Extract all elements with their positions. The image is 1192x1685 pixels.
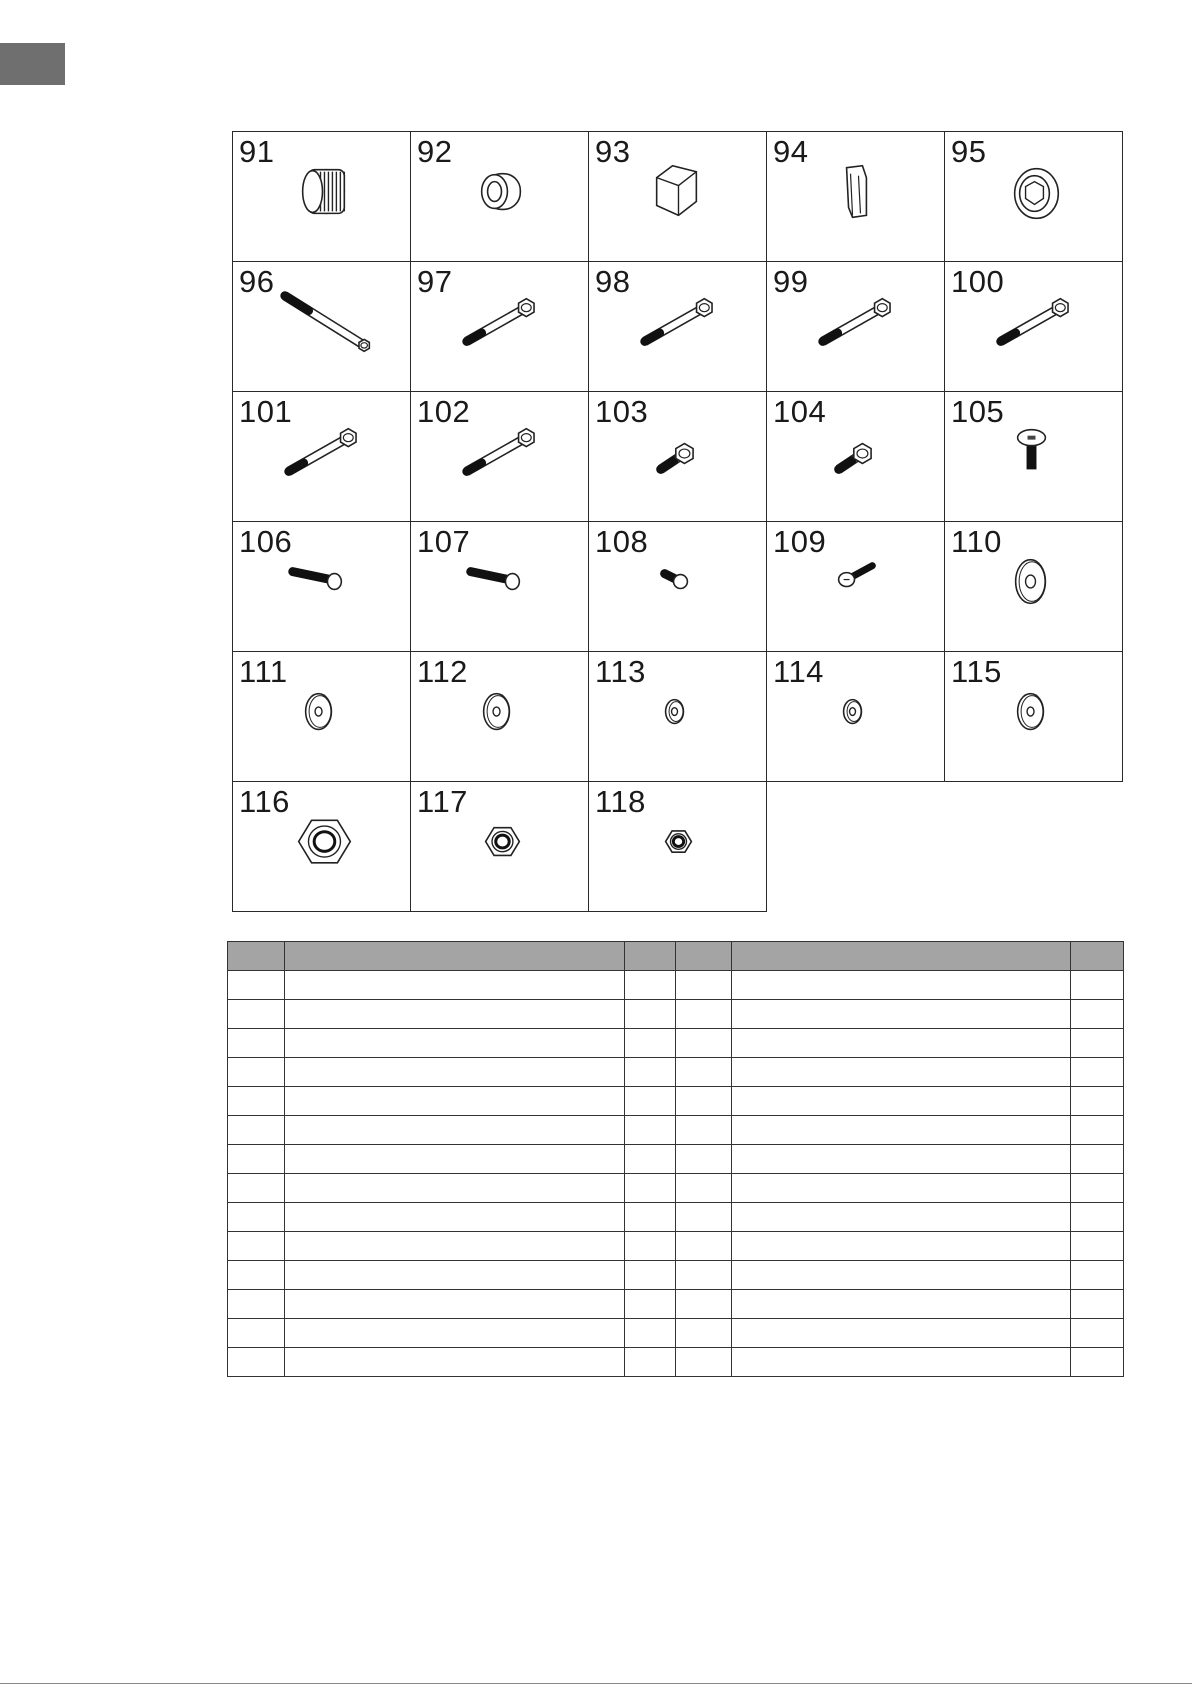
table-cell [1071, 1203, 1124, 1232]
part-number: 104 [773, 394, 827, 429]
table-cell [285, 1348, 625, 1377]
table-cell [1071, 1145, 1124, 1174]
table-cell [625, 1145, 676, 1174]
part-number: 108 [595, 524, 649, 559]
table-cell [228, 1029, 285, 1058]
table-cell [676, 1232, 732, 1261]
table-cell [285, 971, 625, 1000]
table-cell [228, 1319, 285, 1348]
part-cell [410, 131, 589, 262]
part-cell [232, 131, 411, 262]
part-cell [944, 131, 1123, 262]
part-cell [588, 261, 767, 392]
part-cell [588, 781, 767, 912]
part-cell [232, 261, 411, 392]
table-cell [1071, 1348, 1124, 1377]
part-cell [588, 521, 767, 652]
table-cell [285, 1290, 625, 1319]
parts-grid [232, 131, 1120, 914]
part-number: 118 [595, 784, 646, 819]
part-cell [944, 261, 1123, 392]
part-cell [766, 391, 945, 522]
table-cell [732, 971, 1071, 1000]
table-row [228, 1232, 1124, 1261]
part-number: 112 [417, 654, 468, 689]
header-cell [1071, 942, 1124, 971]
table-cell [1071, 1029, 1124, 1058]
table-cell [285, 1261, 625, 1290]
table-cell [285, 1029, 625, 1058]
table-cell [625, 1319, 676, 1348]
table-row [228, 1145, 1124, 1174]
table-cell [625, 1029, 676, 1058]
part-cell [410, 781, 589, 912]
table-cell [676, 1174, 732, 1203]
page-corner-tab [0, 43, 65, 85]
table-row [228, 1087, 1124, 1116]
header-cell [732, 942, 1071, 971]
table-cell [625, 1232, 676, 1261]
table-cell [625, 1174, 676, 1203]
part-number: 101 [239, 394, 293, 429]
table-row [228, 1348, 1124, 1377]
table-row [228, 1000, 1124, 1029]
part-cell [410, 391, 589, 522]
table-cell [1071, 1058, 1124, 1087]
part-number: 100 [951, 264, 1005, 299]
table-cell [676, 1261, 732, 1290]
part-number: 98 [595, 264, 631, 299]
table-cell [228, 1203, 285, 1232]
part-number: 109 [773, 524, 827, 559]
part-number: 113 [595, 654, 646, 689]
table-cell [1071, 1000, 1124, 1029]
part-cell [232, 391, 411, 522]
header-cell [285, 942, 625, 971]
table-cell [1071, 1232, 1124, 1261]
table-row [228, 1203, 1124, 1232]
table-cell [732, 1029, 1071, 1058]
parts-table [227, 941, 1124, 1377]
table-cell [732, 1348, 1071, 1377]
table-cell [1071, 1116, 1124, 1145]
part-number: 116 [239, 784, 290, 819]
table-cell [285, 1319, 625, 1348]
table-cell [732, 1290, 1071, 1319]
table-cell [228, 1348, 285, 1377]
part-cell [944, 521, 1123, 652]
table-cell [625, 1261, 676, 1290]
table-cell [625, 1348, 676, 1377]
table-cell [228, 1290, 285, 1319]
part-cell [232, 651, 411, 782]
part-number: 107 [417, 524, 471, 559]
part-cell [766, 131, 945, 262]
part-number: 99 [773, 264, 809, 299]
table-row [228, 1058, 1124, 1087]
part-cell [588, 131, 767, 262]
table-cell [676, 1348, 732, 1377]
table-cell [285, 1203, 625, 1232]
table-cell [676, 1087, 732, 1116]
table-row [228, 1029, 1124, 1058]
table-cell [1071, 1261, 1124, 1290]
part-number: 102 [417, 394, 471, 429]
part-number: 114 [773, 654, 824, 689]
part-number: 95 [951, 134, 987, 169]
table-row [228, 1261, 1124, 1290]
part-cell [410, 651, 589, 782]
table-cell [625, 1087, 676, 1116]
table-cell [228, 1116, 285, 1145]
table-cell [625, 1116, 676, 1145]
table-cell [676, 1058, 732, 1087]
part-number: 91 [239, 134, 275, 169]
part-number: 106 [239, 524, 293, 559]
table-cell [676, 1000, 732, 1029]
part-number: 96 [239, 264, 275, 299]
table-cell [625, 1290, 676, 1319]
table-cell [228, 1261, 285, 1290]
part-number: 117 [417, 784, 468, 819]
table-cell [228, 1000, 285, 1029]
header-cell [228, 942, 285, 971]
table-cell [625, 1203, 676, 1232]
table-cell [732, 1058, 1071, 1087]
part-cell [766, 521, 945, 652]
part-cell [766, 261, 945, 392]
table-cell [1071, 1174, 1124, 1203]
part-number: 92 [417, 134, 453, 169]
part-cell [588, 391, 767, 522]
table-row [228, 1174, 1124, 1203]
bottom-divider [0, 1683, 1192, 1684]
table-cell [676, 971, 732, 1000]
table-row [228, 971, 1124, 1000]
table-row [228, 1319, 1124, 1348]
part-number: 97 [417, 264, 453, 299]
part-number: 105 [951, 394, 1005, 429]
table-cell [625, 1000, 676, 1029]
table-cell [1071, 1087, 1124, 1116]
part-number: 115 [951, 654, 1002, 689]
table-cell [228, 1087, 285, 1116]
table-cell [676, 1145, 732, 1174]
table-cell [228, 1174, 285, 1203]
table-row [228, 1290, 1124, 1319]
table-cell [732, 1000, 1071, 1029]
part-number: 103 [595, 394, 649, 429]
table-cell [1071, 1319, 1124, 1348]
table-cell [676, 1116, 732, 1145]
part-cell [588, 651, 767, 782]
table-cell [732, 1174, 1071, 1203]
table-cell [285, 1174, 625, 1203]
table-cell [1071, 1290, 1124, 1319]
part-number: 94 [773, 134, 809, 169]
table-cell [285, 1000, 625, 1029]
header-cell [676, 942, 732, 971]
part-cell [944, 651, 1123, 782]
header-cell [625, 942, 676, 971]
table-cell [285, 1058, 625, 1087]
table-cell [732, 1203, 1071, 1232]
table-cell [285, 1116, 625, 1145]
table-cell [676, 1319, 732, 1348]
table-cell [285, 1145, 625, 1174]
table-header-row [228, 942, 1124, 971]
table-cell [1071, 971, 1124, 1000]
table-cell [228, 1232, 285, 1261]
table-cell [228, 1058, 285, 1087]
table-cell [676, 1290, 732, 1319]
part-cell [944, 391, 1123, 522]
table-cell [732, 1087, 1071, 1116]
table-cell [228, 1145, 285, 1174]
table-cell [732, 1116, 1071, 1145]
table-cell [285, 1232, 625, 1261]
part-cell [410, 261, 589, 392]
table-cell [625, 1058, 676, 1087]
table-cell [732, 1319, 1071, 1348]
part-number: 110 [951, 524, 1002, 559]
table-cell [676, 1029, 732, 1058]
table-cell [625, 971, 676, 1000]
table-body [228, 971, 1124, 1377]
table-cell [676, 1203, 732, 1232]
table-row [228, 1116, 1124, 1145]
part-cell [232, 521, 411, 652]
table-cell [732, 1145, 1071, 1174]
part-number: 111 [239, 654, 288, 689]
part-cell [232, 781, 411, 912]
part-cell [766, 651, 945, 782]
table-cell [732, 1232, 1071, 1261]
table-cell [285, 1087, 625, 1116]
table-cell [228, 971, 285, 1000]
table-cell [732, 1261, 1071, 1290]
part-cell [410, 521, 589, 652]
part-number: 93 [595, 134, 631, 169]
